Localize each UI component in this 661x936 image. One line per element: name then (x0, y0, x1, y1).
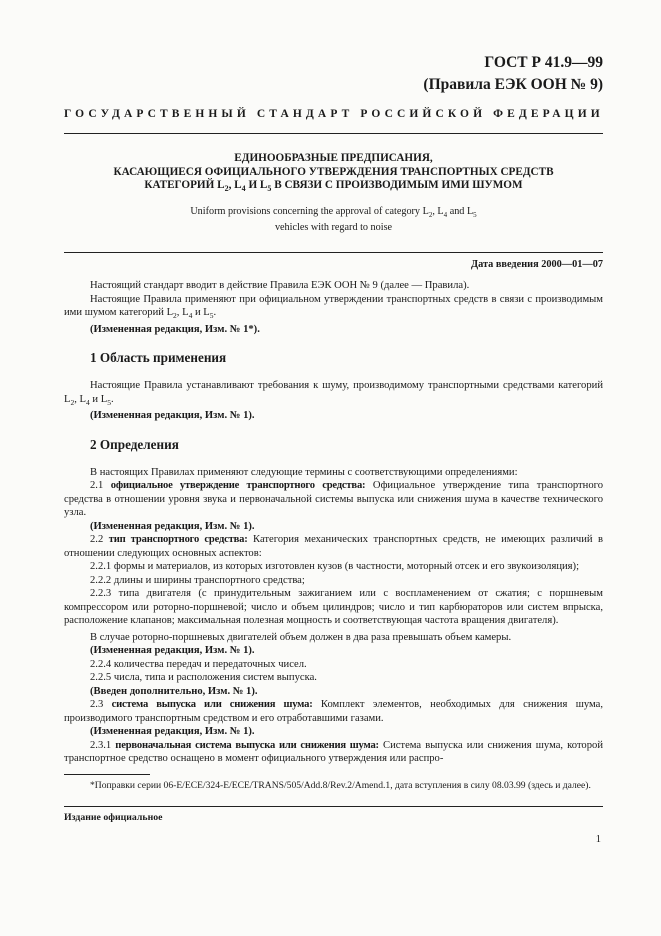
footnote-divider (64, 774, 150, 775)
standard-header (423, 52, 603, 96)
term: первоначальная система выпуска или снижения шума: (115, 739, 379, 751)
definitions-intro: В настоящих Правилах применяют следующие термины с соответствующими определениями: (90, 466, 518, 478)
amendment-note: (Измененная редакция, Изм. № 1). (90, 410, 255, 422)
english-title-line-1: Uniform provisions concerning the approval of category $L_2$, $L_4$ and $L_5$ (190, 206, 477, 220)
header-divider (64, 133, 603, 134)
definition-2-2-1: 2.2.1 формы и материалов, из которых изготовлен кузов (в частности, моторный отсек и его звукоизоляция); (90, 561, 580, 573)
title-line-3: КАТЕГОРИЙ $L_2$, $L_4$ И $L_5$ В СВЯЗИ С ПРОИЗВОДИМЫМ ИМИ ШУМОМ (144, 179, 523, 194)
section-2-heading: 2 Определения (90, 436, 179, 452)
document-title (64, 152, 603, 196)
rotary-engine-note: В случае роторно-поршневых двигателей объем должен в два раза превышать объем камеры. (90, 631, 512, 643)
term: тип транспортного средства: (108, 534, 248, 546)
english-title-line-2: vehicles with regard to noise (274, 221, 393, 233)
definition-2-2-2: 2.2.2 длины и ширины транспортного средства; (90, 574, 305, 586)
amendment-note: (Измененная редакция, Изм. № 1). (90, 520, 255, 532)
title-line-1: ЕДИНООБРАЗНЫЕ ПРЕДПИСАНИЯ, (234, 152, 433, 164)
definition-2-2-4: 2.2.4 количества передач и передаточных чисел. (90, 658, 307, 670)
title-line-2: КАСАЮЩИЕСЯ ОФИЦИАЛЬНОГО УТВЕРЖДЕНИЯ ТРАНСПОРТНЫХ СРЕДСТВ (113, 165, 554, 178)
rules-reference: (Правила ЕЭК ООН № 9) (423, 76, 603, 93)
footnote (64, 779, 603, 792)
definition-2-2-5: 2.2.5 числа, типа и расположения систем выпуска. (90, 672, 317, 684)
introduction-date: Дата введения 2000—01—07 (471, 259, 603, 270)
footnote-text: *Поправки серии 06-E/ECE/324-E/ECE/TRANS/505/Add.8/Rev.2/Amend.1, дата вступления в силу 08.03.99 (здесь и далее). (90, 780, 591, 791)
term: официальное утверждение транспортного средства: (110, 480, 366, 492)
intro-paragraph-2: Настоящие Правила применяют при официальном утверждении транспортных средств в связи с производимым ими шумом категорий $L_2$, $L_4$ и $L_5$. (64, 293, 603, 321)
intro-paragraph-1: Настоящий стандарт вводит в действие Правила ЕЭК ООН № 9 (далее — Правила). (90, 280, 470, 291)
document-body (64, 279, 603, 766)
footer-divider (64, 806, 603, 807)
definition-2-3-1: 2.3.1 первоначальная система выпуска или снижения шума: Система выпуска или снижения шума, которой транспортное средство оснащено в момент официального утверждения или распро- (64, 739, 603, 765)
definition-2-2-3: 2.2.3 типа двигателя (с принудительным зажиганием или с воспламенением от сжатия; с поршневым компрессором или роторно-поршневой; число и объем цилиндров; число и тип карбюраторов или систем впрыска, расположение клапанов; максимальная полезная мощность и соответствующая частота вращения двигателя). (64, 588, 603, 627)
amendment-note: (Измененная редакция, Изм. № 1). (90, 726, 255, 738)
definition-2-3: 2.3 система выпуска или снижения шума: Комплект элементов, необходимых для снижения шума, производимого транспортным средством и его отработавшими газами. (64, 699, 603, 724)
definition-2-2: 2.2 тип транспортного средства: Категория механических транспортных средств, не имеющих различий в отношении следующих основных аспектов: (64, 534, 604, 559)
section-1-heading: 1 Область применения (90, 350, 227, 366)
amendment-note: (Измененная редакция, Изм. № 1). (90, 645, 255, 657)
state-standard-banner: ГОСУДАРСТВЕННЫЙ СТАНДАРТ РОССИЙСКОЙ ФЕДЕРАЦИИ (64, 108, 604, 120)
term: система выпуска или снижения шума: (111, 699, 313, 711)
section-1-paragraph: Настоящие Правила устанавливают требования к шуму, производимому транспортными средствами категорий $L_2$, $L_4$ и $L_5$. (64, 380, 603, 407)
definition-2-1: 2.1 официальное утверждение транспортного средства: Официальное утверждение типа транспортного средства в отношении уровня звука и первоначальной системы выпуска или снижения шума в качестве технического узла. (64, 480, 604, 519)
amendment-note: (Введен дополнительно, Изм. № 1). (90, 685, 258, 697)
amendment-note: (Измененная редакция, Изм. № 1*). (90, 323, 260, 335)
page-number: 1 (595, 834, 601, 845)
english-title (64, 206, 603, 234)
title-divider (64, 252, 603, 253)
standard-code: ГОСТ Р 41.9—99 (484, 54, 603, 71)
official-edition-label: Издание официальное (64, 812, 163, 823)
